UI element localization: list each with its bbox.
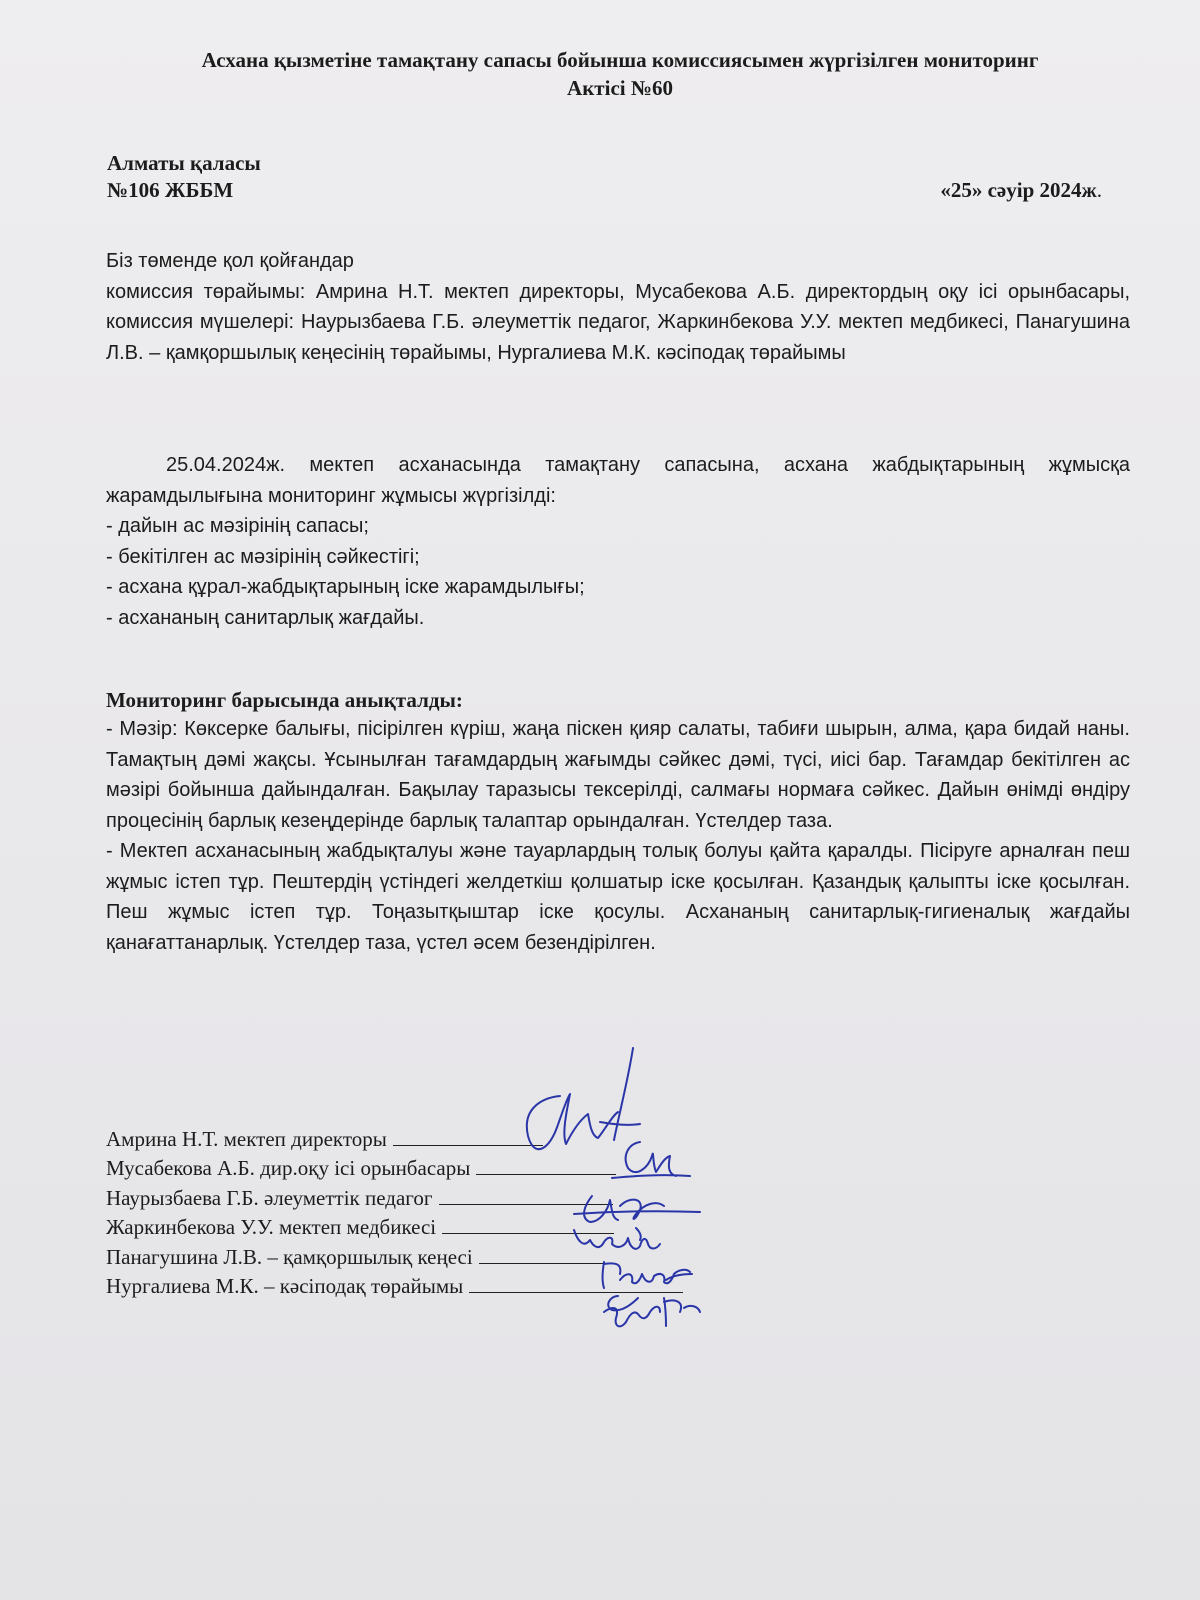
signatory-label: Мусабекова А.Б. дир.оқу ісі орынбасары — [106, 1156, 471, 1181]
title-line-2: Актісі №60 — [567, 76, 673, 100]
intro-line: Біз төменде қол қойғандар — [106, 250, 354, 272]
signatory-label: Амрина Н.Т. мектеп директоры — [106, 1127, 387, 1151]
signature-row — [106, 1243, 683, 1272]
signature-line — [469, 1272, 683, 1293]
intro-block — [106, 246, 1130, 368]
city-label: Алматы қаласы — [107, 151, 261, 175]
document-title — [100, 46, 1140, 102]
signature-row — [106, 1272, 683, 1301]
findings-block — [106, 714, 1130, 958]
signatory-label: Нургалиева М.К. – кәсіподақ төрайымы — [106, 1273, 464, 1298]
date-text: «25» сәуір 2024ж — [940, 178, 1097, 202]
title-line-1: Асхана қызметіне тамақтану сапасы бойынша комиссиясымен жүргізілген мониторинг — [201, 48, 1039, 72]
signature-row — [106, 1213, 683, 1242]
findings-paragraph-1: - Мәзір: Көксерке балығы, пісірілген күріш, жаңа піскен қияр салаты, табиғи шырын, алма, қара бидай наны. Тамақтың дәмі жақсы. Ұсынылған тағамдардың жағымды сәйкес дәмі, түсі, иісі бар. Тағамдар бекітілген ас мәзірі бойынша дайындалған. Бақылау таразысы тексерілді, салмағы нормаға сәйкес. Дайын өнімді өндіру процесінің барлық кезеңдерінде барлық талаптар орындалған. Үстелдер таза. — [106, 718, 1130, 832]
findings-paragraph-2: - Мектеп асханасының жабдықталуы және тауарлардың толық болуы қайта қаралды. Пісіруге арналған пеш жұмыс істеп тұр. Пештердің үстіндегі желдеткіш қолшатыр іске қосылған. Қазандық қалыпты іске қосылған. Пеш жұмыс істеп тұр. Тоңазытқыштар іске қосулы. Асхананың санитарлық-гигиеналық жағдайы қанағаттанарлық. Үстелдер таза, үстел әсем безендірілген. — [106, 840, 1130, 954]
list-item: - бекітілген ас мәзірінің сәйкестігі; — [106, 545, 420, 568]
signatory-label: Панагушина Л.В. – қамқоршылық кеңесі — [106, 1244, 473, 1269]
signature-row — [106, 1125, 683, 1154]
commission-members: комиссия төрайымы: Амрина Н.Т. мектеп директоры, Мусабекова А.Б. директордың оқу ісі орынбасары, комиссия мүшелері: Наурызбаева Г.Б. әлеуметтік педагог, Жаркинбекова У.У. мектеп медбикесі, Панагушина Л.В. – қамқоршылық кеңесінің төрайымы, Нургалиева М.К. кәсіподақ төрайымы — [106, 280, 1130, 364]
signature-block — [106, 1125, 683, 1301]
signature-line — [439, 1184, 613, 1205]
signature-line — [442, 1213, 614, 1234]
signatory-label: Наурызбаева Г.Б. әлеуметтік педагог — [106, 1185, 433, 1210]
signature-line — [479, 1243, 607, 1264]
list-item: - дайын ас мәзірінің сапасы; — [106, 515, 369, 537]
signature-line — [393, 1125, 543, 1146]
signature-row — [106, 1184, 683, 1213]
monitoring-lead: 25.04.2024ж. мектеп асханасында тамақтану сапасына, асхана жабдықтарының жұмысқа жарамдылығына мониторинг жұмысы жүргізілді: — [106, 454, 1130, 507]
document-date — [940, 176, 1102, 204]
monitoring-list — [106, 511, 1130, 633]
signature-row — [106, 1154, 683, 1183]
list-item: - асхана құрал-жабдықтарының іске жарамдылығы; — [106, 576, 585, 598]
school-label: №106 ЖББМ — [107, 178, 234, 202]
findings-heading: Мониторинг барысында анықталды: — [106, 688, 463, 712]
date-dot: . — [1096, 178, 1102, 202]
signature-line — [476, 1154, 616, 1175]
list-item: - асхананың санитарлық жағдайы. — [106, 606, 425, 629]
monitoring-block — [106, 450, 1130, 633]
signatory-label: Жаркинбекова У.У. мектеп медбикесі — [106, 1215, 437, 1240]
